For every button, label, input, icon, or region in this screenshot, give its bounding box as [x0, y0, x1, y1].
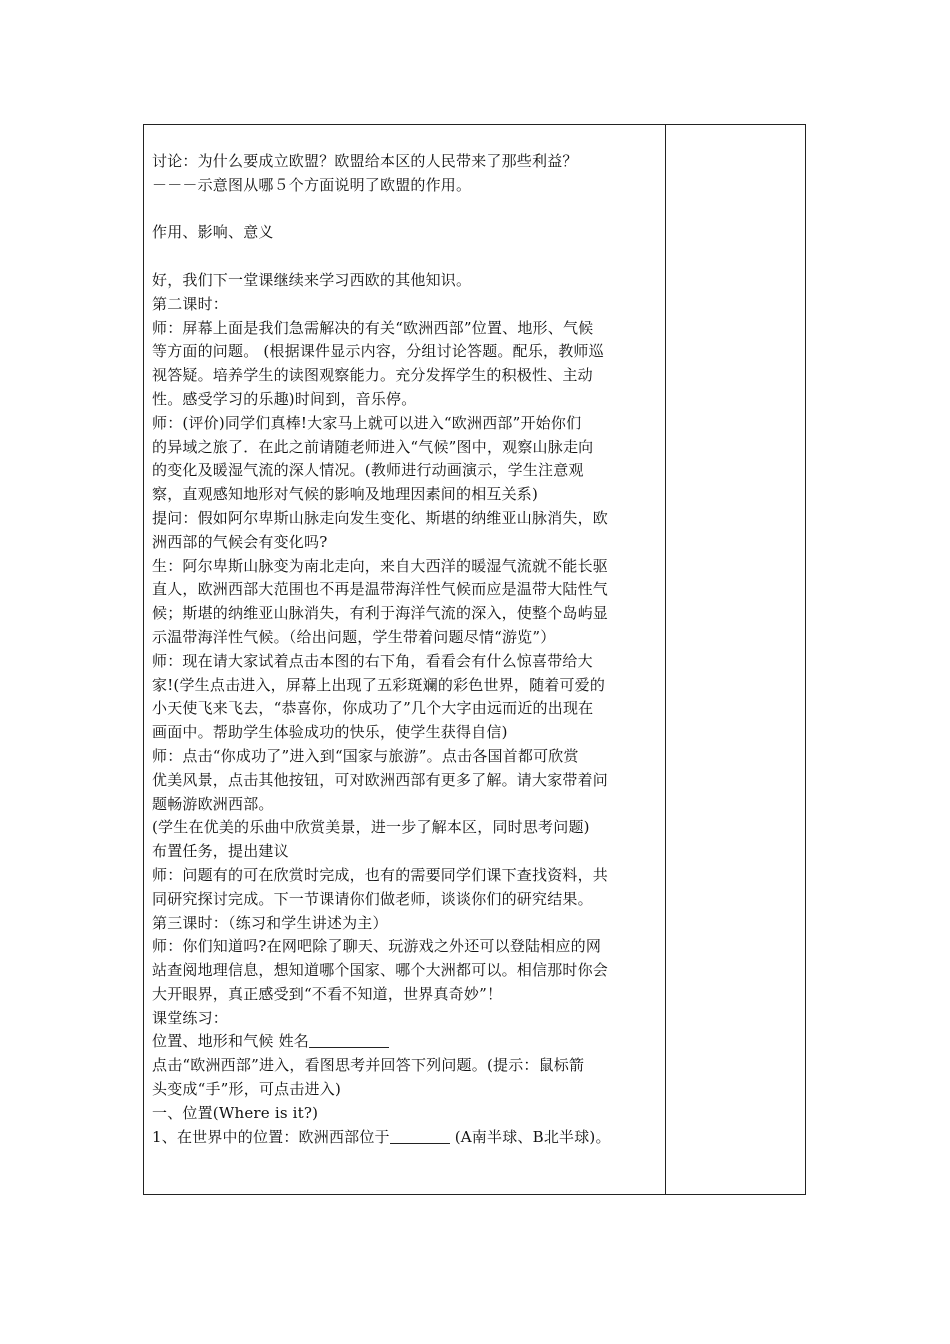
lesson-table — [143, 124, 806, 1195]
text-line: 的变化及暖湿气流的深人情况。(教师进行动画演示，学生注意观 — [152, 461, 584, 480]
text-line: 师：(评价)同学们真棒!大家马上就可以进入“欧洲西部”开始你们 — [152, 413, 582, 432]
exercise-title: 位置、地形和气候 姓名 — [152, 1032, 309, 1051]
text-line: 视答疑。培养学生的读图观察能力。充分发挥学生的积极性、主动 — [152, 366, 593, 385]
text-line: 站查阅地理信息，想知道哪个国家、哪个大洲都可以。相信那时你会 — [152, 961, 609, 980]
question-options: (A南半球、B北半球)。 — [449, 1127, 611, 1146]
lesson-text — [152, 150, 659, 1030]
text-line: 第三课时：（练习和学生讲述为主） — [152, 913, 388, 932]
text-line: 直人，欧洲西部大范围也不再是温带海洋性气候而应是温带大陆性气 — [152, 580, 609, 599]
text-line: 好，我们下一堂课继续来学习西欧的其他知识。 — [152, 270, 472, 289]
text-line: 生：阿尔卑斯山脉变为南北走向，来自大西洋的暖湿气流就不能长驱 — [152, 556, 609, 575]
answer-blank[interactable] — [390, 1128, 450, 1144]
name-blank[interactable] — [309, 1032, 389, 1048]
exercise-text — [152, 1054, 659, 1125]
text-line: 师：屏幕上面是我们急需解决的有关“欧洲西部”位置、地形、气候 — [152, 318, 594, 337]
text-line: 的异域之旅了．在此之前请随老师进入“气候”图中，观察山脉走向 — [152, 437, 594, 456]
text-line: 提问：假如阿尔卑斯山脉走向发生变化、斯堪的纳维亚山脉消失，欧 — [152, 508, 609, 527]
text-line: －－－示意图从哪５个方面说明了欧盟的作用。 — [152, 175, 472, 194]
text-line: 同研究探讨完成。下一节课请你们做老师，谈谈你们的研究结果。 — [152, 889, 593, 908]
exercise-name-line — [152, 1030, 659, 1054]
lesson-content — [144, 125, 665, 1194]
text-line: 画面中。帮助学生体验成功的快乐，使学生获得自信) — [152, 723, 508, 742]
text-line: 大开眼界，真正感受到“不看不知道，世界真奇妙”！ — [152, 984, 503, 1003]
text-line: 课堂练习： — [152, 1008, 229, 1027]
text-line: 师：现在请大家试着点击本图的右下角，看看会有什么惊喜带给大 — [152, 651, 593, 670]
exercise-line: 点击“欧洲西部”进入，看图思考并回答下列问题。(提示：鼠标箭 — [152, 1056, 585, 1075]
text-line: 题畅游欧洲西部。 — [152, 794, 274, 813]
text-line: 洲西部的气候会有变化吗? — [152, 532, 328, 551]
text-line: 察，直观感知地形对气候的影响及地理因素间的相互关系) — [152, 485, 539, 504]
text-line: 师：问题有的可在欣赏时完成，也有的需要同学们课下查找资料，共 — [152, 865, 609, 884]
text-line: 讨论：为什么要成立欧盟？欧盟给本区的人民带来了那些利益？ — [152, 152, 578, 170]
question-text: 1、在世界中的位置：欧洲西部位于 — [152, 1127, 390, 1146]
blank-line — [152, 198, 659, 222]
text-line: 性。感受学习的乐趣)时间到，音乐停。 — [152, 389, 417, 408]
blank-line — [152, 245, 659, 269]
text-line: 等方面的问题。 (根据课件显示内容，分组讨论答题。配乐，教师巡 — [152, 342, 604, 361]
text-line: 作用、影响、意义 — [152, 223, 274, 242]
text-line: (学生在优美的乐曲中欣赏美景，进一步了解本区，同时思考问题) — [152, 818, 590, 837]
text-line: 第二课时： — [152, 294, 229, 313]
text-line: 师：你们知道吗?在网吧除了聊天、玩游戏之外还可以登陆相应的网 — [152, 937, 602, 956]
text-line: 候；斯堪的纳维亚山脉消失，有利于海洋气流的深入，使整个岛屿显 — [152, 604, 609, 623]
text-line: 师：点击“你成功了”进入到“国家与旅游”。点击各国首都可欣赏 — [152, 746, 579, 765]
text-line: 示温带海洋性气候。（给出问题，学生带着问题尽情“游览”） — [152, 627, 556, 646]
text-line: 优美风景，点击其他按钮，可对欧洲西部有更多了解。请大家带着问 — [152, 770, 609, 789]
notes-column — [666, 125, 805, 1194]
text-line: 小天使飞来飞去，“恭喜你，你成功了”几个大字由远而近的出现在 — [152, 699, 594, 718]
text-line: 家!(学生点击进入，屏幕上出现了五彩斑斓的彩色世界，随着可爱的 — [152, 675, 606, 694]
question-line — [152, 1126, 659, 1150]
text-line: 布置任务，提出建议 — [152, 842, 289, 861]
exercise-line: 头变成“手”形，可点击进入) — [152, 1080, 341, 1099]
exercise-line: 一、位置(Where is it?) — [152, 1103, 319, 1122]
